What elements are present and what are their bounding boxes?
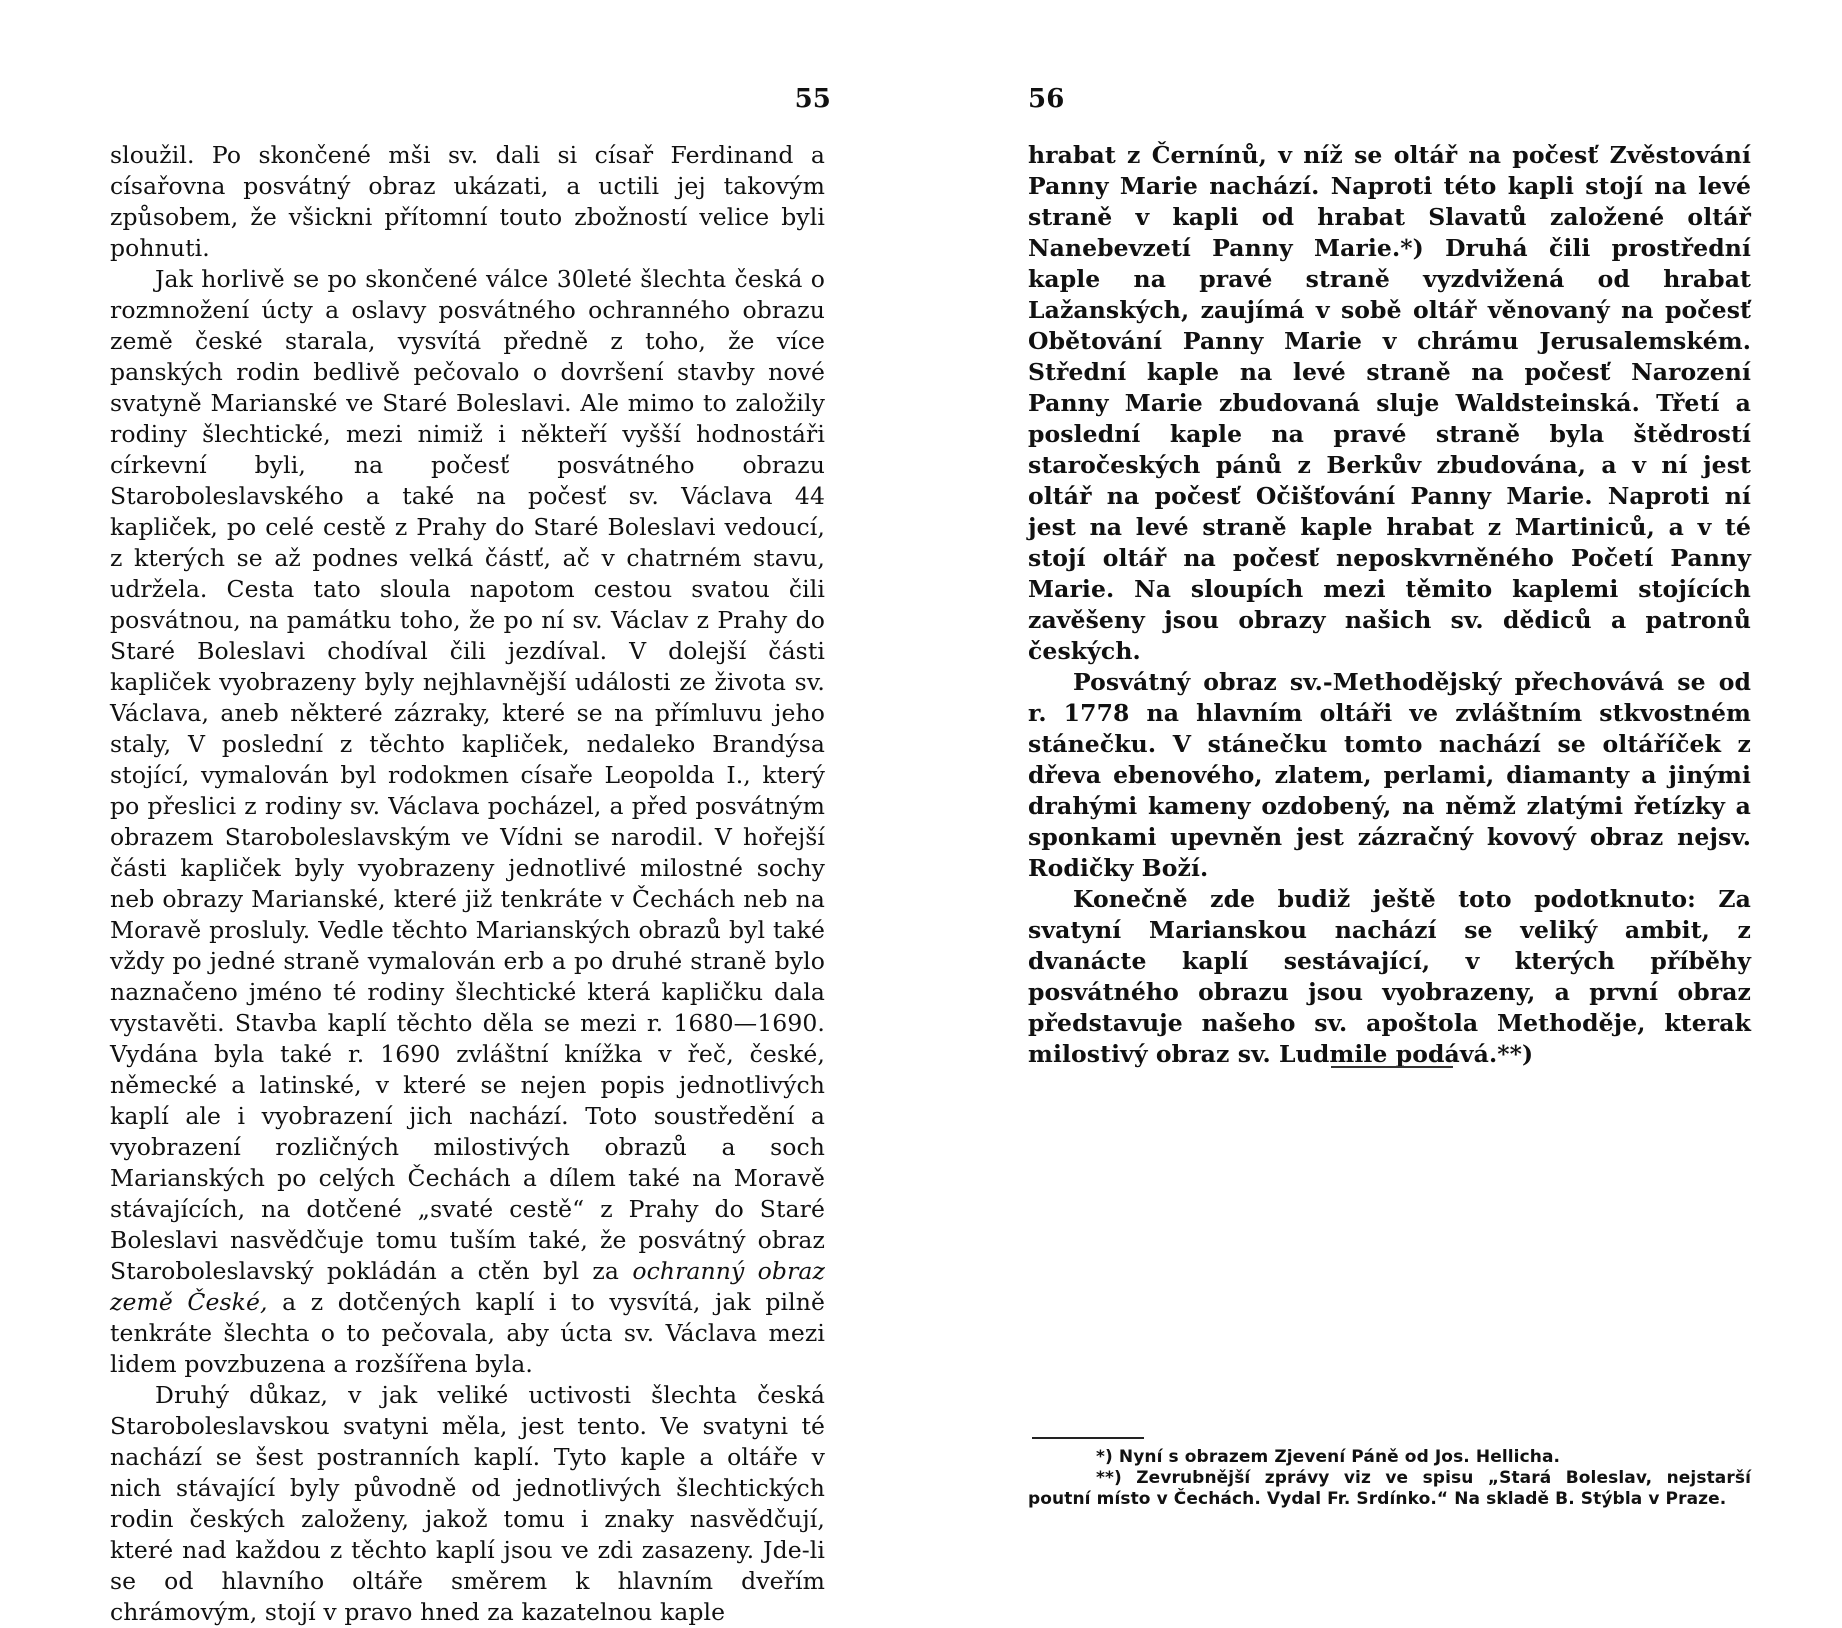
footnotes [1028,1447,1751,1510]
paragraph-methodius-image: Posvátný obraz sv.-Methodějský přechovává se od r. 1778 na hlavním oltáři ve zvláštním stkvostném stánečku. V stánečku tomto nachází se oltáříček z dřeva ebenového, zlatem, perlami, diamanty a jinými drahými kameny ozdobený, na němž zlatými řetízky a sponkami upevněn jest zázračný kovový obraz nejsv. Rodičky Boží. [1028,668,1751,882]
right-body-text [1028,140,1751,1509]
footnote-separator [1032,1437,1144,1439]
paragraph-second-proof: Druhý důkaz, v jak veliké uctivosti šlechta česká Staroboleslavskou svatyni měla, jest tento. Ve svatyni té nachází se šest postranních kaplí. Tyto kaple a oltáře v nich stávající byly původně od jednotlivých šlechtických rodin českých založeny, jakož tomu i znaky nasvědčují, které nad každou z těchto kaplí jsou ve zdi zasazeny. Jde-li se od hlavního oltáře směrem k hlavním dveřím chrámovým, stojí v pravo hned za kazatelnou kaple [110,1381,825,1626]
footnote-1: *) Nyní s obrazem Zjevení Páně od Jos. Hellicha. [1096,1447,1561,1467]
left-body-text [110,140,825,1628]
footnote-2: **) Zevrubnější zprávy viz ve spisu „Stará Boleslav, nejstarší poutní místo v Čechách. Vydal Fr. Srdínko.“ Na skladě B. Stýbla v Praze. [1028,1468,1751,1509]
page-number-right: 56 [1028,84,1065,114]
page-number-left: 55 [794,84,831,114]
paragraph-chapels-road [110,264,825,1380]
paragraph-ambit: Konečně zde budiž ještě toto podotknuto: Za svatyní Marianskou nachází se veliký ambit, z dvanácte kaplí sestávající, v kterých příběhy posvátného obrazu jsou vyobrazeny, a první obraz představuje našeho sv. apoštola Methoděje, kterak milostivý obraz sv. Ludmile podává.**) [1028,885,1751,1068]
paragraph-text: a z dotčených kaplí i to vysvítá, jak pilně tenkráte šlechta o to pečovala, aby úcta sv. Václava mezi lidem povzbuzena a rozšířena byla. [110,1288,825,1378]
section-end-rule [1331,1066,1453,1068]
paragraph-side-chapels: hrabat z Černínů, v níž se oltář na počesť Zvěstování Panny Marie nachází. Naproti této kapli stojí na levé straně v kapli od hrabat Slavatů založené oltář Nanebevzetí Panny Marie.*) Druhá čili prostřední kaple na pravé straně vyzdvižená od hrabat Lažanských, zaujímá v sobě oltář věnovaný na počesť Obětování Panny Marie v chrámu Jerusalemském. Střední kaple na levé straně na počesť Narození Panny Marie zbudovaná sluje Waldsteinská. Třetí a poslední kaple na pravé straně byla štědrostí staročeských pánů z Berkův zbudována, a v ní jest oltář na počesť Očišťování Panny Marie. Naproti ní jest na levé straně kaple hrabat z Martiniců, a v té stojí oltář na počesť neposkvrněného Početí Panny Marie. Na sloupích mezi těmito kaplemi stojících zavěšeny jsou obrazy našich sv. dědiců a patronů českých. [1028,141,1751,665]
paragraph-continued: sloužil. Po skončené mši sv. dali si císař Ferdinand a císařovna posvátný obraz ukázati, a uctili jej takovým způsobem, že všickni přítomní touto zbožností velice byli pohnuti. [110,141,825,262]
italic-phrase: ochranný obraz země České, [110,1257,825,1316]
paragraph-text: Jak horlivě se po skončené válce 30leté šlechta česká o rozmnožení úcty a oslavy posvátného ochranného obrazu země české starala, vysvítá předně z toho, že více panských rodin bedlivě pečovalo o dovršení stavby nové svatyně Marianské ve Staré Boleslavi. Ale mimo to založily rodiny šlechtické, mezi nimiž i někteří vyšší hodnostáři církevní byli, na počesť posvátného obrazu Staroboleslavského a také na počesť sv. Václava 44 kapliček, po celé cestě z Prahy do Staré Boleslavi vedoucí, z kterých se až podnes velká částť, ač v chatrném stavu, udržela. Cesta tato sloula napotom cestou svatou čili posvátnou, na památku toho, že po ní sv. Václav z Prahy do Staré Boleslavi chodíval čili jezdíval. V dolejší části kapliček vyobrazeny byly nejhlavnější události ze života sv. Václava, aneb některé zázraky, které se na přímluvu jeho staly, V poslední z těchto kapliček, nedaleko Brandýsa stojící, vymalován byl rodokmen císaře Leopolda I., který po přeslici z rodiny sv. Václava pocházel, a před posvátným obrazem Staroboleslavským ve Vídni se narodil. V hořejší části kapliček byly vyobrazeny jednotlivé milostné sochy neb obrazy Marianské, které již tenkráte v Čechách neb na Moravě prosluly. Vedle těchto Marianských obrazů byl také vždy po jedné straně vymalován erb a po druhé straně bylo naznačeno jméno té rodiny šlechtické která kapličku dala vystavěti. Stavba kaplí těchto děla se mezi r. 1680—1690. Vydána byla také r. 1690 zvláštní knížka v řeč, české, německé a latinské, v které se nejen popis jednotlivých kaplí ale i vyobrazení jich nachází. Toto soustředění a vyobrazení rozličných milostivých obrazů a soch Marianských po celých Čechách a dílem také na Moravě stávajících, na dotčené „svaté cestě“ z Prahy do Staré Boleslavi nasvědčuje tomu tuším také, že posvátný obraz Staroboleslavský pokládán a ctěn byl za [110,265,825,1285]
